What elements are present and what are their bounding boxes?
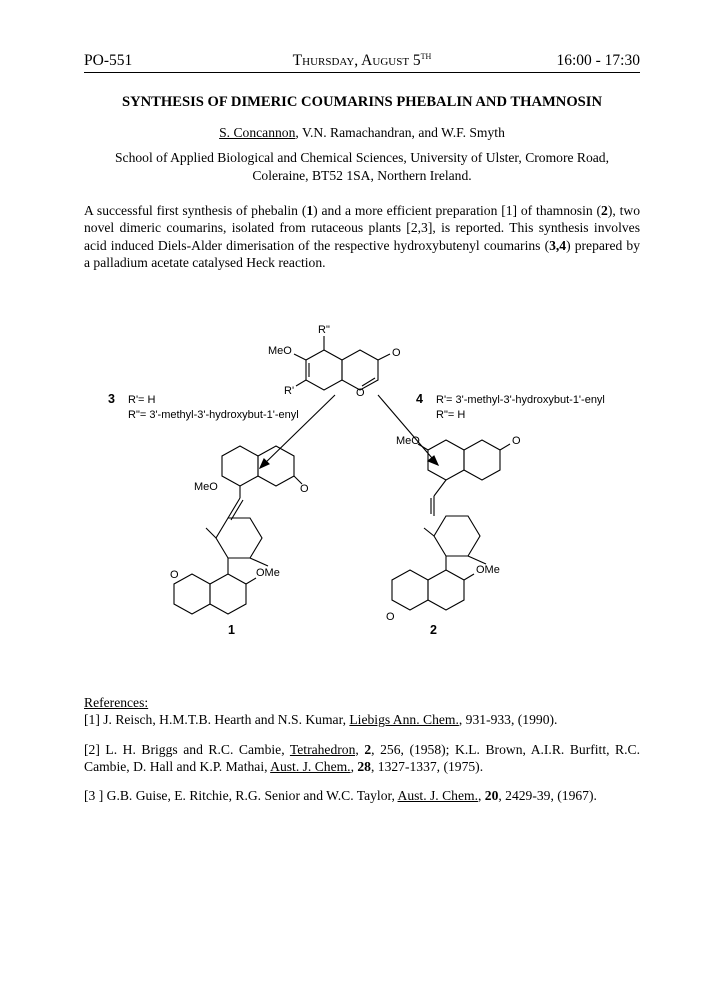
reference-2: [2] L. H. Briggs and R.C. Cambie, Tetrahedron, 2, 256, (1958); K.L. Brown, A.I.R. Burfitt, R.C. Cambie, D. Hall and K.P. Mathai, Aust. J. Chem., 28, 1327-1337, (1975). bbox=[84, 741, 640, 774]
product1-ome: OMe bbox=[256, 567, 280, 579]
arrow-right bbox=[378, 395, 438, 465]
compound-4-label: 4 bbox=[416, 392, 423, 406]
reference-1: [1] J. Reisch, H.M.T.B. Hearth and N.S. Kumar, Liebigs Ann. Chem., 931-933, (1990). bbox=[84, 712, 558, 728]
presenting-author: S. Concannon bbox=[219, 125, 296, 140]
compound-3-r1: R'= H bbox=[128, 394, 156, 406]
page-header bbox=[84, 50, 640, 73]
product1-lower-pyrone bbox=[174, 574, 210, 614]
references-heading: References: bbox=[84, 695, 149, 710]
product2-label: 2 bbox=[430, 623, 437, 637]
product1-label: 1 bbox=[228, 623, 235, 637]
start-meo-label: MeO bbox=[268, 345, 292, 357]
reaction-scheme-drawing bbox=[100, 320, 630, 640]
compound-4-r1: R'= 3'-methyl-3'-hydroxybut-1'-enyl bbox=[436, 394, 605, 406]
product2-meo: MeO bbox=[396, 435, 420, 447]
reference-3: [3 ] G.B. Guise, E. Ritchie, R.G. Senior and W.C. Taylor, Aust. J. Chem., 20, 2429-39, (1967). bbox=[84, 788, 597, 804]
abstract: A successful first synthesis of phebalin (1) and a more efficient preparation [1] of thamnosin (2), two novel dimeric coumarins, isolated from rutaceous plants [2,3], is reported. This synthesis involves acid induced Diels-Alder dimerisation of the respective hydroxybutenyl coumarins (3,4) prepared by a palladium acetate catalysed Heck reaction. bbox=[84, 203, 640, 270]
product1-o-bottom: O bbox=[170, 569, 179, 581]
affiliation: School of Applied Biological and Chemical Sciences, University of Ulster, Cromore Road, Coleraine, BT52 1SA, Northern Ireland. bbox=[114, 150, 610, 183]
compound-3-r2: R"= 3'-methyl-3'-hydroxybut-1'-enyl bbox=[128, 409, 299, 421]
product1-cyclohexene bbox=[216, 518, 262, 558]
product2-cyclohexene bbox=[434, 516, 480, 556]
product2-o-top: O bbox=[512, 435, 521, 447]
start-benzene-ring bbox=[306, 350, 342, 390]
session-day: Thursday, August 5TH bbox=[292, 52, 432, 70]
product2-ome: OMe bbox=[476, 564, 500, 576]
start-pyrone-ring bbox=[342, 350, 378, 390]
co-authors: , V.N. Ramachandran, and W.F. Smyth bbox=[295, 125, 505, 140]
start-o-ring: O bbox=[356, 387, 365, 399]
arrow-right-head bbox=[428, 456, 438, 465]
references bbox=[84, 694, 640, 804]
start-r1-label: R' bbox=[284, 385, 295, 397]
session-time: 16:00 - 17:30 bbox=[556, 52, 640, 69]
product1-meo: MeO bbox=[194, 481, 218, 493]
product1-lower-benzene bbox=[210, 574, 246, 614]
start-o-carbonyl: O bbox=[392, 347, 401, 359]
product2-o-bottom: O bbox=[386, 611, 395, 623]
compound-3-label: 3 bbox=[108, 392, 115, 406]
compound-4-r2: R"= H bbox=[436, 409, 466, 421]
product2-lower-benzene bbox=[428, 570, 464, 610]
product2-upper-pyrone bbox=[464, 440, 500, 480]
session-code: PO-551 bbox=[84, 52, 133, 69]
start-r2-label: R" bbox=[318, 324, 330, 336]
product2-lower-pyrone bbox=[392, 570, 428, 610]
product1-upper-benzene bbox=[222, 446, 258, 486]
author-list bbox=[84, 125, 640, 141]
paper-title: SYNTHESIS OF DIMERIC COUMARINS PHEBALIN AND THAMNOSIN bbox=[121, 94, 603, 110]
arrow-left bbox=[260, 395, 335, 468]
reaction-scheme bbox=[100, 320, 630, 640]
product1-o-top: O bbox=[300, 483, 309, 495]
